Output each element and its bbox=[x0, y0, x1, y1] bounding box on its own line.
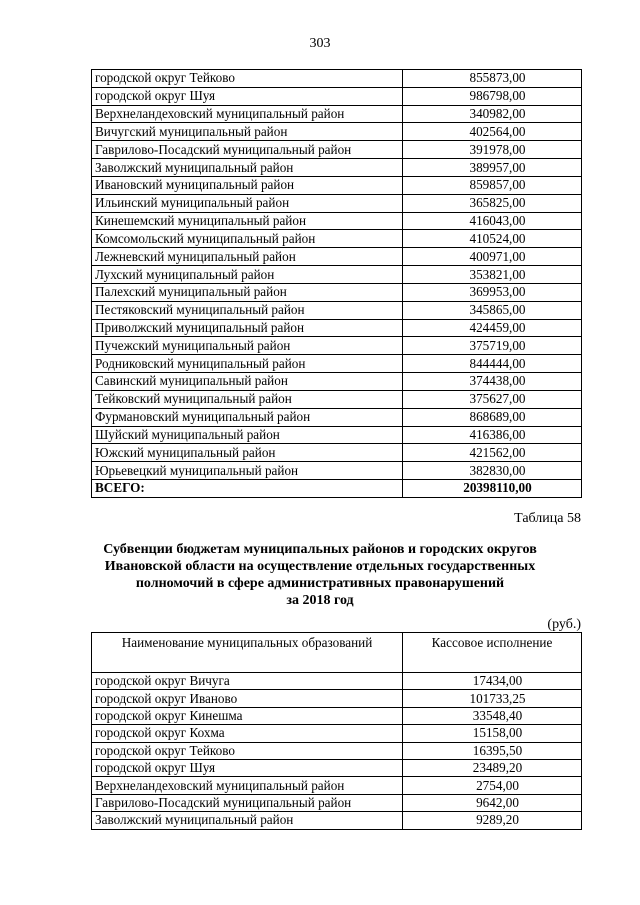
subvention-table-continued bbox=[91, 69, 582, 498]
amount-value: 33548,40 bbox=[403, 707, 582, 724]
municipality-name: Шуйский муниципальный район bbox=[92, 426, 403, 444]
table-row bbox=[92, 707, 582, 724]
amount-value: 416386,00 bbox=[403, 426, 582, 444]
amount-value: 389957,00 bbox=[403, 159, 582, 177]
table-row bbox=[92, 105, 582, 123]
table-row bbox=[92, 319, 582, 337]
table-row bbox=[92, 355, 582, 373]
municipality-name: Заволжский муниципальный район bbox=[92, 159, 403, 177]
total-row bbox=[92, 480, 582, 498]
municipality-name: городской округ Шуя bbox=[92, 87, 403, 105]
title-line: Субвенции бюджетам муниципальных районов и городских округов bbox=[103, 542, 537, 557]
municipality-name: Тейковский муниципальный район bbox=[92, 390, 403, 408]
table-row bbox=[92, 266, 582, 284]
table-row bbox=[92, 301, 582, 319]
table-row bbox=[92, 444, 582, 462]
municipality-name: Лухский муниципальный район bbox=[92, 266, 403, 284]
admin-violations-table bbox=[91, 632, 582, 830]
table-row bbox=[92, 759, 582, 776]
municipality-name: Лежневский муниципальный район bbox=[92, 248, 403, 266]
table-row bbox=[92, 673, 582, 690]
total-value: 20398110,00 bbox=[403, 480, 582, 498]
amount-value: 9289,20 bbox=[403, 812, 582, 829]
municipality-name: городской округ Кохма bbox=[92, 725, 403, 742]
municipality-name: городской округ Тейково bbox=[92, 742, 403, 759]
table-row bbox=[92, 248, 582, 266]
title-line: Ивановской области на осуществление отдельных государственных bbox=[104, 559, 536, 574]
municipality-name: Комсомольский муниципальный район bbox=[92, 230, 403, 248]
table-row bbox=[92, 777, 582, 794]
table-row bbox=[92, 426, 582, 444]
amount-value: 15158,00 bbox=[403, 725, 582, 742]
municipality-name: Приволжский муниципальный район bbox=[92, 319, 403, 337]
table-row bbox=[92, 159, 582, 177]
municipality-name: Палехский муниципальный район bbox=[92, 283, 403, 301]
amount-value: 986798,00 bbox=[403, 87, 582, 105]
table-row bbox=[92, 812, 582, 829]
amount-value: 844444,00 bbox=[403, 355, 582, 373]
table-caption: Таблица 58 bbox=[514, 511, 581, 526]
municipality-name: Гаврилово-Посадский муниципальный район bbox=[92, 141, 403, 159]
municipality-name: Пестяковский муниципальный район bbox=[92, 301, 403, 319]
table-row bbox=[92, 230, 582, 248]
column-header-name: Наименование муниципальных образований bbox=[92, 633, 403, 673]
amount-value: 369953,00 bbox=[403, 283, 582, 301]
amount-value: 859857,00 bbox=[403, 176, 582, 194]
table-row bbox=[92, 176, 582, 194]
municipality-name: Фурмановский муниципальный район bbox=[92, 408, 403, 426]
amount-value: 416043,00 bbox=[403, 212, 582, 230]
amount-value: 340982,00 bbox=[403, 105, 582, 123]
municipality-name: Гаврилово-Посадский муниципальный район bbox=[92, 794, 403, 811]
table-row bbox=[92, 141, 582, 159]
amount-value: 382830,00 bbox=[403, 462, 582, 480]
municipality-name: городской округ Тейково bbox=[92, 70, 403, 88]
table-row bbox=[92, 373, 582, 391]
table-row bbox=[92, 70, 582, 88]
municipality-name: Савинский муниципальный район bbox=[92, 373, 403, 391]
amount-value: 16395,50 bbox=[403, 742, 582, 759]
municipality-name: Верхнеландеховский муниципальный район bbox=[92, 105, 403, 123]
amount-value: 400971,00 bbox=[403, 248, 582, 266]
municipality-name: Ивановский муниципальный район bbox=[92, 176, 403, 194]
amount-value: 365825,00 bbox=[403, 194, 582, 212]
table-row bbox=[92, 337, 582, 355]
amount-value: 375627,00 bbox=[403, 390, 582, 408]
municipality-name: Ильинский муниципальный район bbox=[92, 194, 403, 212]
table-row bbox=[92, 283, 582, 301]
table-row bbox=[92, 212, 582, 230]
title-line: за 2018 год bbox=[286, 593, 354, 608]
municipality-name: Юрьевецкий муниципальный район bbox=[92, 462, 403, 480]
amount-value: 410524,00 bbox=[403, 230, 582, 248]
table-row bbox=[92, 87, 582, 105]
municipality-name: Заволжский муниципальный район bbox=[92, 812, 403, 829]
table-row bbox=[92, 794, 582, 811]
amount-value: 101733,25 bbox=[403, 690, 582, 707]
amount-value: 345865,00 bbox=[403, 301, 582, 319]
page-number: 303 bbox=[309, 36, 331, 51]
header-row bbox=[92, 633, 582, 673]
table-row bbox=[92, 742, 582, 759]
amount-value: 374438,00 bbox=[403, 373, 582, 391]
municipality-name: городской округ Иваново bbox=[92, 690, 403, 707]
amount-value: 375719,00 bbox=[403, 337, 582, 355]
municipality-name: Родниковский муниципальный район bbox=[92, 355, 403, 373]
municipality-name: Вичугский муниципальный район bbox=[92, 123, 403, 141]
amount-value: 23489,20 bbox=[403, 759, 582, 776]
table-row bbox=[92, 690, 582, 707]
amount-value: 353821,00 bbox=[403, 266, 582, 284]
table-row bbox=[92, 390, 582, 408]
table-row bbox=[92, 725, 582, 742]
amount-value: 17434,00 bbox=[403, 673, 582, 690]
table-row bbox=[92, 194, 582, 212]
amount-value: 391978,00 bbox=[403, 141, 582, 159]
amount-value: 402564,00 bbox=[403, 123, 582, 141]
amount-value: 424459,00 bbox=[403, 319, 582, 337]
table-row bbox=[92, 408, 582, 426]
table-row bbox=[92, 123, 582, 141]
amount-value: 9642,00 bbox=[403, 794, 582, 811]
municipality-name: городской округ Шуя bbox=[92, 759, 403, 776]
title-line: полномочий в сфере административных правонарушений bbox=[135, 576, 505, 591]
amount-value: 421562,00 bbox=[403, 444, 582, 462]
amount-value: 2754,00 bbox=[403, 777, 582, 794]
table-title bbox=[60, 541, 580, 609]
municipality-name: городской округ Вичуга bbox=[92, 673, 403, 690]
total-label: ВСЕГО: bbox=[92, 480, 403, 498]
unit-label: (руб.) bbox=[547, 617, 581, 632]
municipality-name: городской округ Кинешма bbox=[92, 707, 403, 724]
amount-value: 855873,00 bbox=[403, 70, 582, 88]
amount-value: 868689,00 bbox=[403, 408, 582, 426]
column-header-value: Кассовое исполнение bbox=[403, 633, 582, 673]
municipality-name: Верхнеландеховский муниципальный район bbox=[92, 777, 403, 794]
municipality-name: Пучежский муниципальный район bbox=[92, 337, 403, 355]
table-row bbox=[92, 462, 582, 480]
municipality-name: Кинешемский муниципальный район bbox=[92, 212, 403, 230]
municipality-name: Южский муниципальный район bbox=[92, 444, 403, 462]
